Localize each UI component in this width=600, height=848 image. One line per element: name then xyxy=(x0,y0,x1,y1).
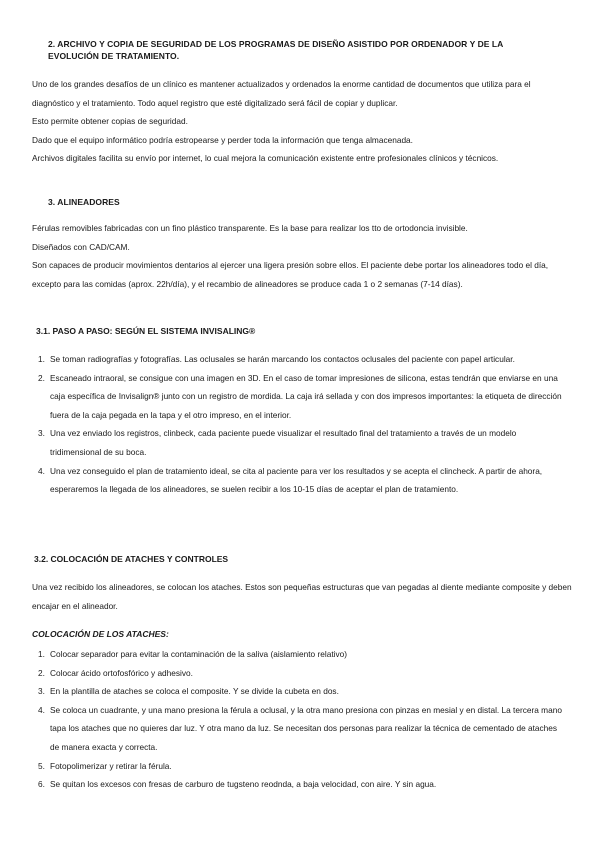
paragraph: Una vez recibido los alineadores, se colocan los ataches. Estos son pequeñas estructuras que van pegadas al diente mediante composite y deben encajar en el alineador. xyxy=(32,582,572,611)
list-text: Escaneado intraoral, se consigue con una imagen en 3D. En el caso de tomar impresiones de silicona, estas tendrán que enviarse en una caja específica de Invisalign® junto con un registro de mordida. La caja irá sellada y con dos impresos importantes: la etiqueta de dirección fuera de la caja pegada en la tapa y el otro impreso, en el interior. xyxy=(50,372,562,420)
list-text: Se coloca un cuadrante, y una mano presiona la férula a oclusal, y la otra mano presiona con pinzas en mesial y en distal. La tercera mano tapa los ataches que no quieres dar luz. Y otra mano da luz. Se necesitan dos personas para realizar la técnica de cementado de ataches de manera exacta y correcta. xyxy=(50,704,562,752)
list-text: Colocar ácido ortofosfórico y adhesivo. xyxy=(50,667,193,678)
paragraph: Dado que el equipo informático podría estropearse y perder toda la información que tenga almacenada. xyxy=(32,134,413,145)
list-number: 1. xyxy=(38,354,45,364)
section-3-body xyxy=(32,219,572,293)
list-number: 2. xyxy=(38,667,45,678)
list-text: Fotopolimerizar y retirar la férula. xyxy=(50,760,172,771)
attaches-steps-list xyxy=(38,645,568,794)
list-number: 4. xyxy=(38,704,45,715)
list-text: Una vez conseguido el plan de tratamiento ideal, se cita al paciente para ver los resultados y se acepta el clincheck. A partir de ahora, esperaremos la llegada de los alineadores, se suelen recibir a los 10-15 días de aceptar el plan de tratamiento. xyxy=(50,465,543,495)
list-number: 1. xyxy=(38,649,45,659)
list-text: Colocar separador para evitar la contaminación de la saliva (aislamiento relativo) xyxy=(50,649,347,659)
list-item xyxy=(38,757,568,776)
paragraph: Diseñados con CAD/CAM. xyxy=(32,241,130,252)
list-item xyxy=(38,701,568,757)
list-text: Se toman radiografías y fotografías. Las oclusales se harán marcando los contactos oclusales del paciente con papel articular. xyxy=(50,354,515,364)
list-item xyxy=(38,775,568,794)
paragraph: Esto permite obtener copias de seguridad. xyxy=(32,116,188,127)
list-number: 4. xyxy=(38,465,45,476)
section-3-1-heading: 3.1. PASO A PASO: SEGÚN EL SISTEMA INVISALING® xyxy=(36,326,256,336)
list-item xyxy=(38,682,568,701)
section-3-heading: 3. ALINEADORES xyxy=(48,197,120,207)
attaches-subheading: COLOCACIÓN DE LOS ATACHES: xyxy=(32,629,169,639)
section-2-heading: 2. ARCHIVO Y COPIA DE SEGURIDAD DE LOS PROGRAMAS DE DISEÑO ASISTIDO POR ORDENADOR Y DE LA EVOLUCIÓN DE TRATAMIENTO. xyxy=(48,39,504,61)
list-number: 6. xyxy=(38,779,45,790)
list-item xyxy=(38,369,568,425)
list-number: 5. xyxy=(38,760,45,771)
list-item xyxy=(38,462,568,499)
paragraph: Uno de los grandes desafíos de un clínico es mantener actualizados y ordenados la enorme cantidad de documentos que utiliza para el diagnóstico y el tratamiento. Todo aquel registro que esté digitalizado será fácil de copiar y duplicar. xyxy=(32,79,531,108)
section-3-2-body xyxy=(32,578,572,615)
list-text: Una vez enviado los registros, clinbeck, cada paciente puede visualizar el resultado final del tratamiento a través de un modelo tridimensional de su boca. xyxy=(50,428,517,457)
section-3-2-heading: 3.2. COLOCACIÓN DE ATACHES Y CONTROLES xyxy=(34,554,229,564)
paragraph: Son capaces de producir movimientos dentarios al ejercer una ligera presión sobre ellos. El paciente debe portar los alineadores todo el día, excepto para las comidas (aprox. 22h/día), y el recambio de alineadores se produce cada 1 o 2 semanas (7-14 días). xyxy=(32,260,549,289)
list-number: 3. xyxy=(38,428,45,439)
list-item xyxy=(38,350,568,369)
list-item xyxy=(38,645,568,664)
list-number: 2. xyxy=(38,372,45,383)
list-number: 3. xyxy=(38,686,45,697)
list-item xyxy=(38,664,568,683)
list-item xyxy=(38,424,568,461)
invisalign-steps-list xyxy=(38,350,568,499)
paragraph: Férulas removibles fabricadas con un fino plástico transparente. Es la base para realizar los tto de ortodoncia invisible. xyxy=(32,223,468,233)
list-text: En la plantilla de ataches se coloca el composite. Y se divide la cubeta en dos. xyxy=(50,686,339,697)
list-text: Se quitan los excesos con fresas de carburo de tugsteno reodnda, a baja velocidad, con aire. Y sin agua. xyxy=(50,779,437,790)
paragraph: Archivos digitales facilita su envío por internet, lo cual mejora la comunicación existente entre profesionales clínicos y técnicos. xyxy=(32,153,499,164)
section-2-body xyxy=(32,75,572,168)
